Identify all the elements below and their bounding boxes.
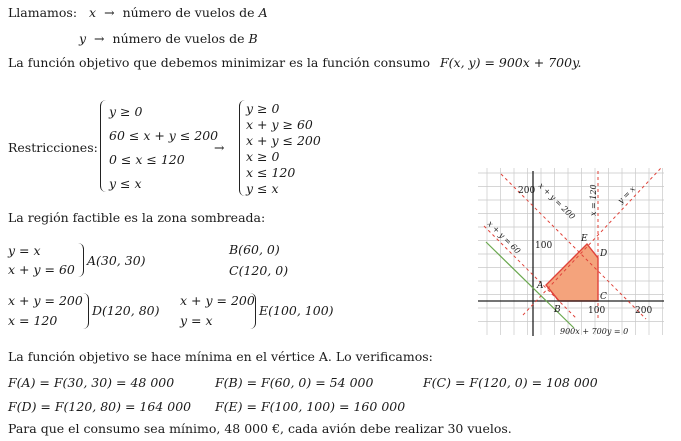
restriction-item: x + y ≥ 60 xyxy=(246,117,313,132)
evaluation-fd: F(D) = F(120, 80) = 164 000 xyxy=(8,399,192,414)
vertex-c-result: C(120, 0) xyxy=(229,263,289,278)
minimum-text: La función objetivo se hace mínima en el vértice A. Lo verificamos: xyxy=(8,349,433,364)
vertex-d-result: D(120, 80) xyxy=(92,303,160,318)
objective-formula: F(x, y) = 900x + 700y. xyxy=(440,55,582,70)
vertex-label: E xyxy=(581,234,588,244)
vertex-e-result: E(100, 100) xyxy=(259,303,334,318)
system-a-eq2: x + y = 60 xyxy=(8,262,75,277)
x-description: número de vuelos de xyxy=(122,5,255,20)
evaluation-fa: F(A) = F(30, 30) = 48 000 xyxy=(8,375,175,390)
system-e-eq2: y = x xyxy=(180,313,213,328)
system-d-eq2: x = 120 xyxy=(8,313,58,328)
line-label: x + y = 60 xyxy=(485,219,523,256)
arrow-icon: → xyxy=(214,140,225,155)
plane-b: B xyxy=(248,31,258,46)
restrictions-label: Restricciones: xyxy=(8,140,98,155)
restriction-item: x + y ≤ 200 xyxy=(246,133,321,148)
feasible-region xyxy=(546,244,598,301)
vertex-label: A xyxy=(537,281,544,291)
left-brace xyxy=(100,100,107,192)
vertex-label: C xyxy=(600,292,607,302)
y-variable: y xyxy=(79,31,87,46)
objective-line xyxy=(8,55,581,71)
evaluation-fc: F(C) = F(120, 0) = 108 000 xyxy=(423,375,598,390)
system-d-eq1: x + y = 200 xyxy=(8,293,83,308)
restriction-item: y ≥ 0 xyxy=(109,104,143,119)
line-labels xyxy=(486,181,638,336)
line-label: 900x + 700y = 0 xyxy=(560,327,629,336)
tick-label: 100 xyxy=(588,306,606,316)
intro-line-y xyxy=(79,31,258,47)
brace-e xyxy=(250,293,256,329)
restriction-item: x ≤ 120 xyxy=(246,165,296,180)
system-e-eq1: x + y = 200 xyxy=(180,293,255,308)
line-label: x + y = 200 xyxy=(536,181,577,222)
right-brace xyxy=(239,100,246,196)
tick-label: 200 xyxy=(635,306,653,316)
restriction-item: x ≥ 0 xyxy=(246,149,280,164)
vertex-label: D xyxy=(600,249,608,259)
vertex-b-result: B(60, 0) xyxy=(229,242,280,257)
intro-line-x xyxy=(8,5,268,21)
objective-text: La función objetivo que debemos minimizar es la función consumo xyxy=(8,55,431,70)
arrow-icon: → xyxy=(94,31,105,46)
restriction-item: y ≥ 0 xyxy=(246,101,280,116)
intro-label: Llamamos: xyxy=(8,5,78,20)
tick-label: 100 xyxy=(535,241,553,251)
system-a-eq1: y = x xyxy=(8,243,41,258)
tick-label: 200 xyxy=(518,186,536,196)
evaluation-fe: F(E) = F(100, 100) = 160 000 xyxy=(215,399,406,414)
x-variable: x xyxy=(89,5,97,20)
restriction-item: y ≤ x xyxy=(109,176,142,191)
restriction-item: 60 ≤ x + y ≤ 200 xyxy=(109,128,219,143)
arrow-icon: → xyxy=(104,5,115,20)
evaluation-fb: F(B) = F(60, 0) = 54 000 xyxy=(215,375,374,390)
line-label: x = 120 xyxy=(589,184,598,216)
brace-a xyxy=(78,243,84,277)
y-description: número de vuelos de xyxy=(112,31,245,46)
plane-a: A xyxy=(258,5,268,20)
vertex-label: B xyxy=(554,305,561,315)
line-label: y = x xyxy=(616,184,638,206)
restriction-item: y ≤ x xyxy=(246,181,279,196)
conclusion-text: Para que el consumo sea mínimo, 48 000 €, cada avión debe realizar 30 vuelos. xyxy=(8,421,512,436)
region-text: La región factible es la zona sombreada: xyxy=(8,210,266,225)
restriction-item: 0 ≤ x ≤ 120 xyxy=(109,152,185,167)
feasible-region-graph xyxy=(478,168,668,340)
brace-d xyxy=(83,293,89,329)
vertex-a-result: A(30, 30) xyxy=(87,253,146,268)
